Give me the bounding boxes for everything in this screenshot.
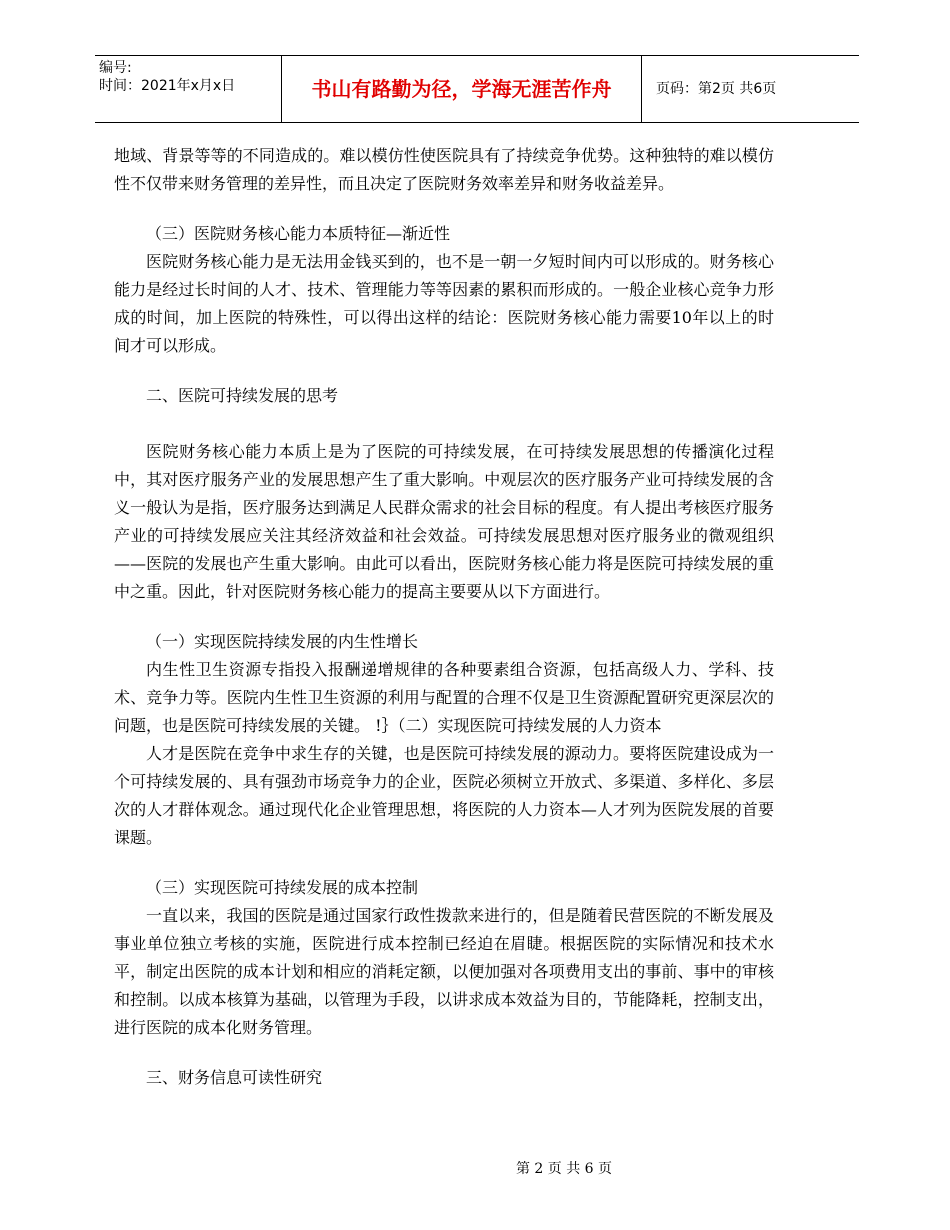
subsection-heading-1: （一）实现医院持续发展的内生性增长 [146,632,419,651]
footer-page-number: 第 2 页 共 6 页 [515,1161,613,1177]
document-date: 时间：2021年x月x日 [99,78,236,94]
page-footer [0,1158,950,1178]
paragraph: 一直以来，我国的医院是通过国家行政性拨款来进行的，但是随着民营医院的不断发展及事业单位独立考核的实施，医院进行成本控制已经迫在眉睫。根据医院的实际情况和技术水平，制定出医院的成本计划和相应的消耗定额，以便加强对各项费用支出的事前、事中的审核和控制。以成本核算为基础，以管理为手段，以讲求成本效益为目的，节能降耗，控制支出，进行医院的成本化财务管理。 [114,906,774,1037]
paragraph-continuation: 地域、背景等等的不同造成的。难以模仿性使医院具有了持续竞争优势。这种独特的难以模仿性不仅带来财务管理的差异性，而且决定了医院财务效率差异和财务收益差异。 [114,146,774,193]
paragraph: 人才是医院在竞争中求生存的关键，也是医院可持续发展的源动力。要将医院建设成为一个可持续发展的、具有强劲市场竞争力的企业，医院必须树立开放式、多渠道、多样化、多层次的人才群体观念。通过现代化企业管理思想，将医院的人力资本—人才列为医院发展的首要课题。 [114,744,774,847]
section-heading-2: 二、医院可持续发展的思考 [146,386,339,405]
header-page-info: 页码：第2页 共6页 [656,81,777,97]
subsection-heading-3: （三）实现医院可持续发展的成本控制 [146,878,419,897]
header-motto: 书山有路勤为径，学海无涯苦作舟 [282,56,642,122]
document-number-label: 编号: [99,60,132,76]
paragraph: 内生性卫生资源专指投入报酬递增规律的各种要素组合资源，包括高级人力、学科、技术、竞争力等。医院内生性卫生资源的利用与配置的合理不仅是卫生资源配置研究更深层次的问题，也是医院可持续发展的关键。 !｝（二）实现医院可持续发展的人力资本 [114,660,774,735]
section-heading-3-main: 三、财务信息可读性研究 [146,1068,323,1087]
section-heading-3: （三）医院财务核心能力本质特征—渐近性 [146,224,451,243]
paragraph: 医院财务核心能力本质上是为了医院的可持续发展，在可持续发展思想的传播演化过程中，其对医疗服务产业的发展思想产生了重大影响。中观层次的医疗服务产业可持续发展的含义一般认为是指，医疗服务达到满足人民群众需求的社会目标的程度。有人提出考核医疗服务产业的可持续发展应关注其经济效益和社会效益。可持续发展思想对医疗服务业的微观组织——医院的发展也产生重大影响。由此可以看出，医院财务核心能力将是医院可持续发展的重中之重。因此，针对医院财务核心能力的提高主要要从以下方面进行。 [114,442,774,601]
header-meta [99,56,282,122]
page-header [95,55,859,123]
paragraph: 医院财务核心能力是无法用金钱买到的，也不是一朝一夕短时间内可以形成的。财务核心能力是经过长时间的人才、技术、管理能力等等因素的累积而形成的。一般企业核心竞争力形成的时间，加上医院的特殊性，可以得出这样的结论：医院财务核心能力需要10年以上的时间才可以形成。 [114,252,774,355]
document-body [114,142,774,1092]
